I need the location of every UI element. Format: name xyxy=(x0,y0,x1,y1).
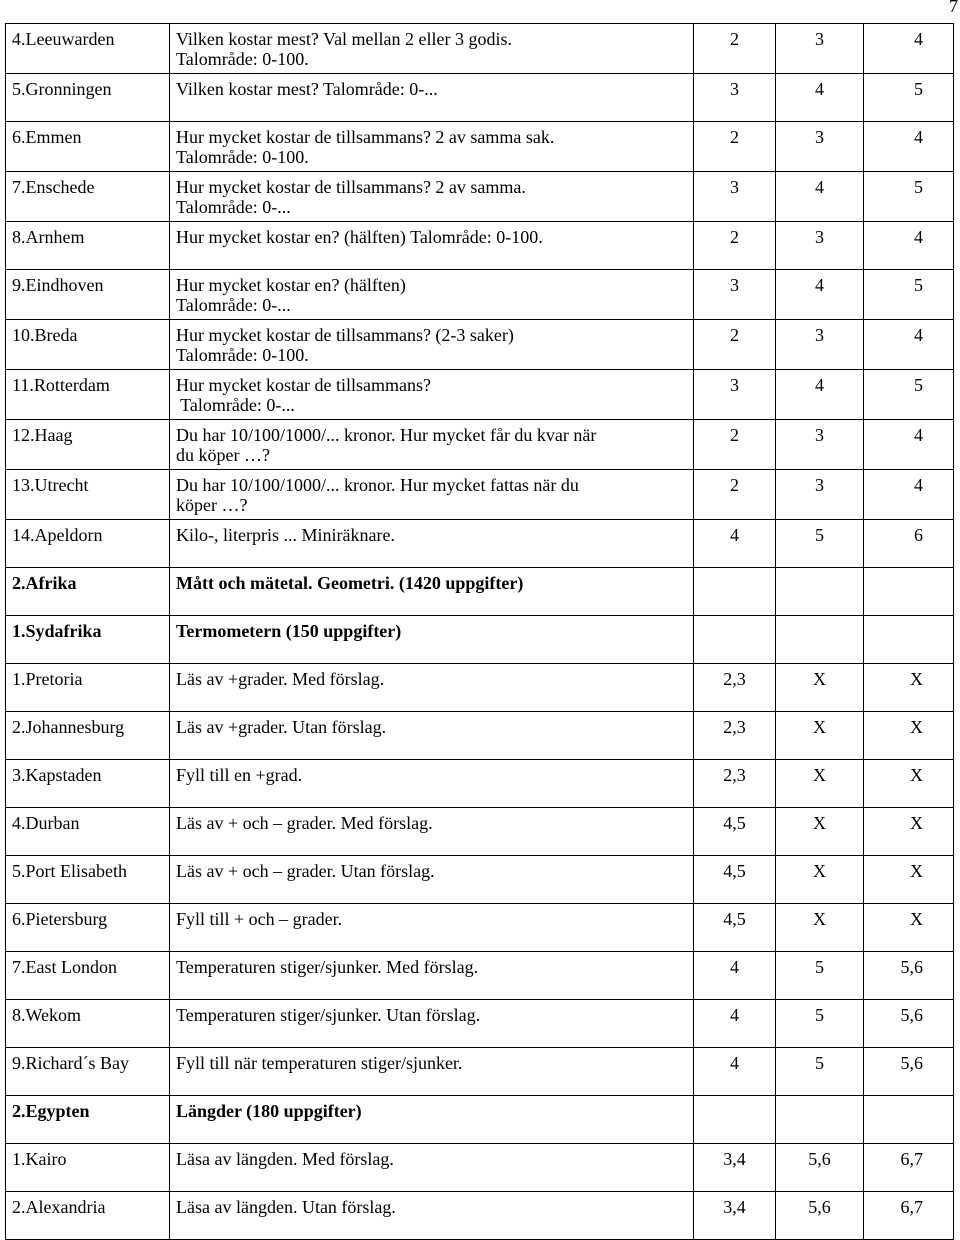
description-line: Hur mycket kostar en? (hälften) Talområde: 0-100. xyxy=(176,227,543,247)
description-line: Hur mycket kostar en? (hälften) xyxy=(176,275,406,295)
description-line: köper …? xyxy=(176,495,248,515)
row-description xyxy=(170,370,694,420)
level-2-cell: 3 xyxy=(776,222,864,270)
description-line: Hur mycket kostar de tillsammans? (2-3 saker) xyxy=(176,325,514,345)
description-line: Läs av +grader. Med förslag. xyxy=(176,669,385,689)
row-description xyxy=(170,270,694,320)
row-name: 2.Afrika xyxy=(6,568,170,616)
table-row xyxy=(6,1144,954,1192)
level-1-cell: 2 xyxy=(694,320,776,370)
row-description xyxy=(170,222,694,270)
description-line: du köper …? xyxy=(176,445,270,465)
row-description xyxy=(170,856,694,904)
table-row xyxy=(6,270,954,320)
row-description xyxy=(170,24,694,74)
level-2-cell: X xyxy=(776,664,864,712)
level-1-cell: 2 xyxy=(694,470,776,520)
level-3-cell: 6 xyxy=(864,520,954,568)
row-name: 9.Eindhoven xyxy=(6,270,170,320)
level-3-cell: 5 xyxy=(864,172,954,222)
table-row xyxy=(6,760,954,808)
level-3-cell: 6,7 xyxy=(864,1192,954,1240)
description-line: Talområde: 0-100. xyxy=(176,147,309,167)
description-line: Talområde: 0-... xyxy=(176,197,291,217)
description-line: Läs av +grader. Utan förslag. xyxy=(176,717,387,737)
level-1-cell xyxy=(694,616,776,664)
level-3-cell: 4 xyxy=(864,320,954,370)
description-line: Kilo-, literpris ... Miniräknare. xyxy=(176,525,395,545)
table-row xyxy=(6,1096,954,1144)
level-1-cell xyxy=(694,1096,776,1144)
description-line: Talområde: 0-100. xyxy=(176,345,309,365)
level-2-cell: 4 xyxy=(776,172,864,222)
row-description xyxy=(170,470,694,520)
row-name: 8.Wekom xyxy=(6,1000,170,1048)
level-1-cell: 4 xyxy=(694,520,776,568)
level-3-cell xyxy=(864,1096,954,1144)
level-1-cell: 3 xyxy=(694,370,776,420)
row-description xyxy=(170,904,694,952)
row-description xyxy=(170,760,694,808)
row-name: 11.Rotterdam xyxy=(6,370,170,420)
level-2-cell: 4 xyxy=(776,270,864,320)
level-1-cell: 4 xyxy=(694,952,776,1000)
description-line: Läsa av längden. Utan förslag. xyxy=(176,1197,396,1217)
table-row xyxy=(6,904,954,952)
level-3-cell: 5 xyxy=(864,74,954,122)
table-row xyxy=(6,952,954,1000)
level-3-cell: 4 xyxy=(864,470,954,520)
row-name: 9.Richard´s Bay xyxy=(6,1048,170,1096)
level-2-cell: 5 xyxy=(776,952,864,1000)
table-row xyxy=(6,222,954,270)
row-description xyxy=(170,320,694,370)
level-3-cell: X xyxy=(864,808,954,856)
level-3-cell: 5 xyxy=(864,370,954,420)
level-1-cell: 2 xyxy=(694,24,776,74)
level-1-cell: 4,5 xyxy=(694,856,776,904)
level-3-cell xyxy=(864,616,954,664)
level-2-cell xyxy=(776,616,864,664)
level-1-cell: 2 xyxy=(694,122,776,172)
row-description xyxy=(170,172,694,222)
level-2-cell: 5,6 xyxy=(776,1144,864,1192)
description-line: Vilken kostar mest? Talområde: 0-... xyxy=(176,79,438,99)
table-row xyxy=(6,808,954,856)
row-name: 5.Port Elisabeth xyxy=(6,856,170,904)
description-line: Temperaturen stiger/sjunker. Utan förslag. xyxy=(176,1005,481,1025)
row-description xyxy=(170,712,694,760)
row-name: 2.Egypten xyxy=(6,1096,170,1144)
row-description xyxy=(170,122,694,172)
description-line: Talområde: 0-... xyxy=(176,395,295,415)
table-row xyxy=(6,712,954,760)
row-description xyxy=(170,1048,694,1096)
row-name: 1.Pretoria xyxy=(6,664,170,712)
level-2-cell: 5 xyxy=(776,1000,864,1048)
row-description xyxy=(170,952,694,1000)
level-3-cell: X xyxy=(864,904,954,952)
level-2-cell: X xyxy=(776,760,864,808)
exercise-table-body xyxy=(6,24,954,1240)
description-line: Du har 10/100/1000/... kronor. Hur mycket får du kvar när xyxy=(176,425,597,445)
page-number: 7 xyxy=(949,0,958,16)
level-3-cell: 5,6 xyxy=(864,1000,954,1048)
table-row xyxy=(6,470,954,520)
level-2-cell xyxy=(776,568,864,616)
level-2-cell: X xyxy=(776,904,864,952)
row-name: 13.Utrecht xyxy=(6,470,170,520)
level-3-cell: 4 xyxy=(864,24,954,74)
row-name: 6.Emmen xyxy=(6,122,170,172)
description-line: Vilken kostar mest? Val mellan 2 eller 3 godis. xyxy=(176,29,513,49)
level-3-cell: X xyxy=(864,664,954,712)
row-name: 12.Haag xyxy=(6,420,170,470)
level-2-cell: 3 xyxy=(776,24,864,74)
table-row xyxy=(6,616,954,664)
level-2-cell: 4 xyxy=(776,74,864,122)
level-2-cell: 3 xyxy=(776,122,864,172)
level-3-cell: X xyxy=(864,712,954,760)
exercise-table xyxy=(5,23,954,1240)
level-3-cell: 6,7 xyxy=(864,1144,954,1192)
row-name: 10.Breda xyxy=(6,320,170,370)
table-row xyxy=(6,1000,954,1048)
table-row xyxy=(6,420,954,470)
level-1-cell: 2 xyxy=(694,222,776,270)
level-1-cell: 3 xyxy=(694,172,776,222)
level-3-cell: 4 xyxy=(864,420,954,470)
row-name: 6.Pietersburg xyxy=(6,904,170,952)
level-1-cell: 4,5 xyxy=(694,808,776,856)
row-description xyxy=(170,1192,694,1240)
level-1-cell: 3,4 xyxy=(694,1192,776,1240)
row-name: 1.Kairo xyxy=(6,1144,170,1192)
description-line: Läs av + och – grader. Utan förslag. xyxy=(176,861,435,881)
level-2-cell xyxy=(776,1096,864,1144)
level-3-cell xyxy=(864,568,954,616)
description-line: Termometern (150 uppgifter) xyxy=(176,621,402,641)
level-3-cell: 4 xyxy=(864,122,954,172)
description-line: Talområde: 0-100. xyxy=(176,49,309,69)
row-name: 1.Sydafrika xyxy=(6,616,170,664)
description-line: Läsa av längden. Med förslag. xyxy=(176,1149,394,1169)
level-1-cell xyxy=(694,568,776,616)
row-description xyxy=(170,1144,694,1192)
row-name: 3.Kapstaden xyxy=(6,760,170,808)
level-2-cell: 5 xyxy=(776,520,864,568)
description-line: Längder (180 uppgifter) xyxy=(176,1101,362,1121)
description-line: Läs av + och – grader. Med förslag. xyxy=(176,813,433,833)
row-description xyxy=(170,568,694,616)
row-name: 8.Arnhem xyxy=(6,222,170,270)
level-1-cell: 2,3 xyxy=(694,712,776,760)
level-2-cell: 3 xyxy=(776,420,864,470)
row-name: 7.Enschede xyxy=(6,172,170,222)
row-description xyxy=(170,74,694,122)
table-row xyxy=(6,1192,954,1240)
level-1-cell: 3 xyxy=(694,270,776,320)
level-3-cell: 5 xyxy=(864,270,954,320)
row-description xyxy=(170,808,694,856)
level-1-cell: 3 xyxy=(694,74,776,122)
table-row xyxy=(6,74,954,122)
level-3-cell: 5,6 xyxy=(864,1048,954,1096)
description-line: Fyll till + och – grader. xyxy=(176,909,343,929)
level-2-cell: 3 xyxy=(776,320,864,370)
table-row xyxy=(6,856,954,904)
level-2-cell: X xyxy=(776,712,864,760)
row-name: 14.Apeldorn xyxy=(6,520,170,568)
level-2-cell: 5 xyxy=(776,1048,864,1096)
description-line: Fyll till när temperaturen stiger/sjunker. xyxy=(176,1053,463,1073)
table-row xyxy=(6,664,954,712)
level-2-cell: 3 xyxy=(776,470,864,520)
description-line: Hur mycket kostar de tillsammans? 2 av samma. xyxy=(176,177,526,197)
row-name: 4.Leeuwarden xyxy=(6,24,170,74)
level-3-cell: 4 xyxy=(864,222,954,270)
row-description xyxy=(170,420,694,470)
row-description xyxy=(170,1096,694,1144)
row-description xyxy=(170,520,694,568)
level-1-cell: 4 xyxy=(694,1000,776,1048)
table-row xyxy=(6,122,954,172)
description-line: Hur mycket kostar de tillsammans? 2 av samma sak. xyxy=(176,127,555,147)
description-line: Talområde: 0-... xyxy=(176,295,291,315)
description-line: Mått och mätetal. Geometri. (1420 uppgifter) xyxy=(176,573,524,593)
level-1-cell: 2 xyxy=(694,420,776,470)
table-row xyxy=(6,172,954,222)
level-2-cell: X xyxy=(776,808,864,856)
level-2-cell: 4 xyxy=(776,370,864,420)
level-1-cell: 2,3 xyxy=(694,664,776,712)
level-1-cell: 3,4 xyxy=(694,1144,776,1192)
level-3-cell: X xyxy=(864,856,954,904)
level-3-cell: X xyxy=(864,760,954,808)
table-row xyxy=(6,1048,954,1096)
row-description xyxy=(170,1000,694,1048)
row-description xyxy=(170,616,694,664)
level-1-cell: 4 xyxy=(694,1048,776,1096)
level-3-cell: 5,6 xyxy=(864,952,954,1000)
row-name: 4.Durban xyxy=(6,808,170,856)
table-row xyxy=(6,370,954,420)
row-name: 7.East London xyxy=(6,952,170,1000)
table-row xyxy=(6,24,954,74)
description-line: Hur mycket kostar de tillsammans? xyxy=(176,375,431,395)
row-name: 2.Johannesburg xyxy=(6,712,170,760)
level-1-cell: 2,3 xyxy=(694,760,776,808)
table-row xyxy=(6,320,954,370)
row-description xyxy=(170,664,694,712)
level-2-cell: X xyxy=(776,856,864,904)
level-1-cell: 4,5 xyxy=(694,904,776,952)
description-line: Du har 10/100/1000/... kronor. Hur mycket fattas när du xyxy=(176,475,579,495)
level-2-cell: 5,6 xyxy=(776,1192,864,1240)
row-name: 5.Gronningen xyxy=(6,74,170,122)
table-row xyxy=(6,520,954,568)
row-name: 2.Alexandria xyxy=(6,1192,170,1240)
table-row xyxy=(6,568,954,616)
description-line: Fyll till en +grad. xyxy=(176,765,303,785)
description-line: Temperaturen stiger/sjunker. Med förslag. xyxy=(176,957,479,977)
